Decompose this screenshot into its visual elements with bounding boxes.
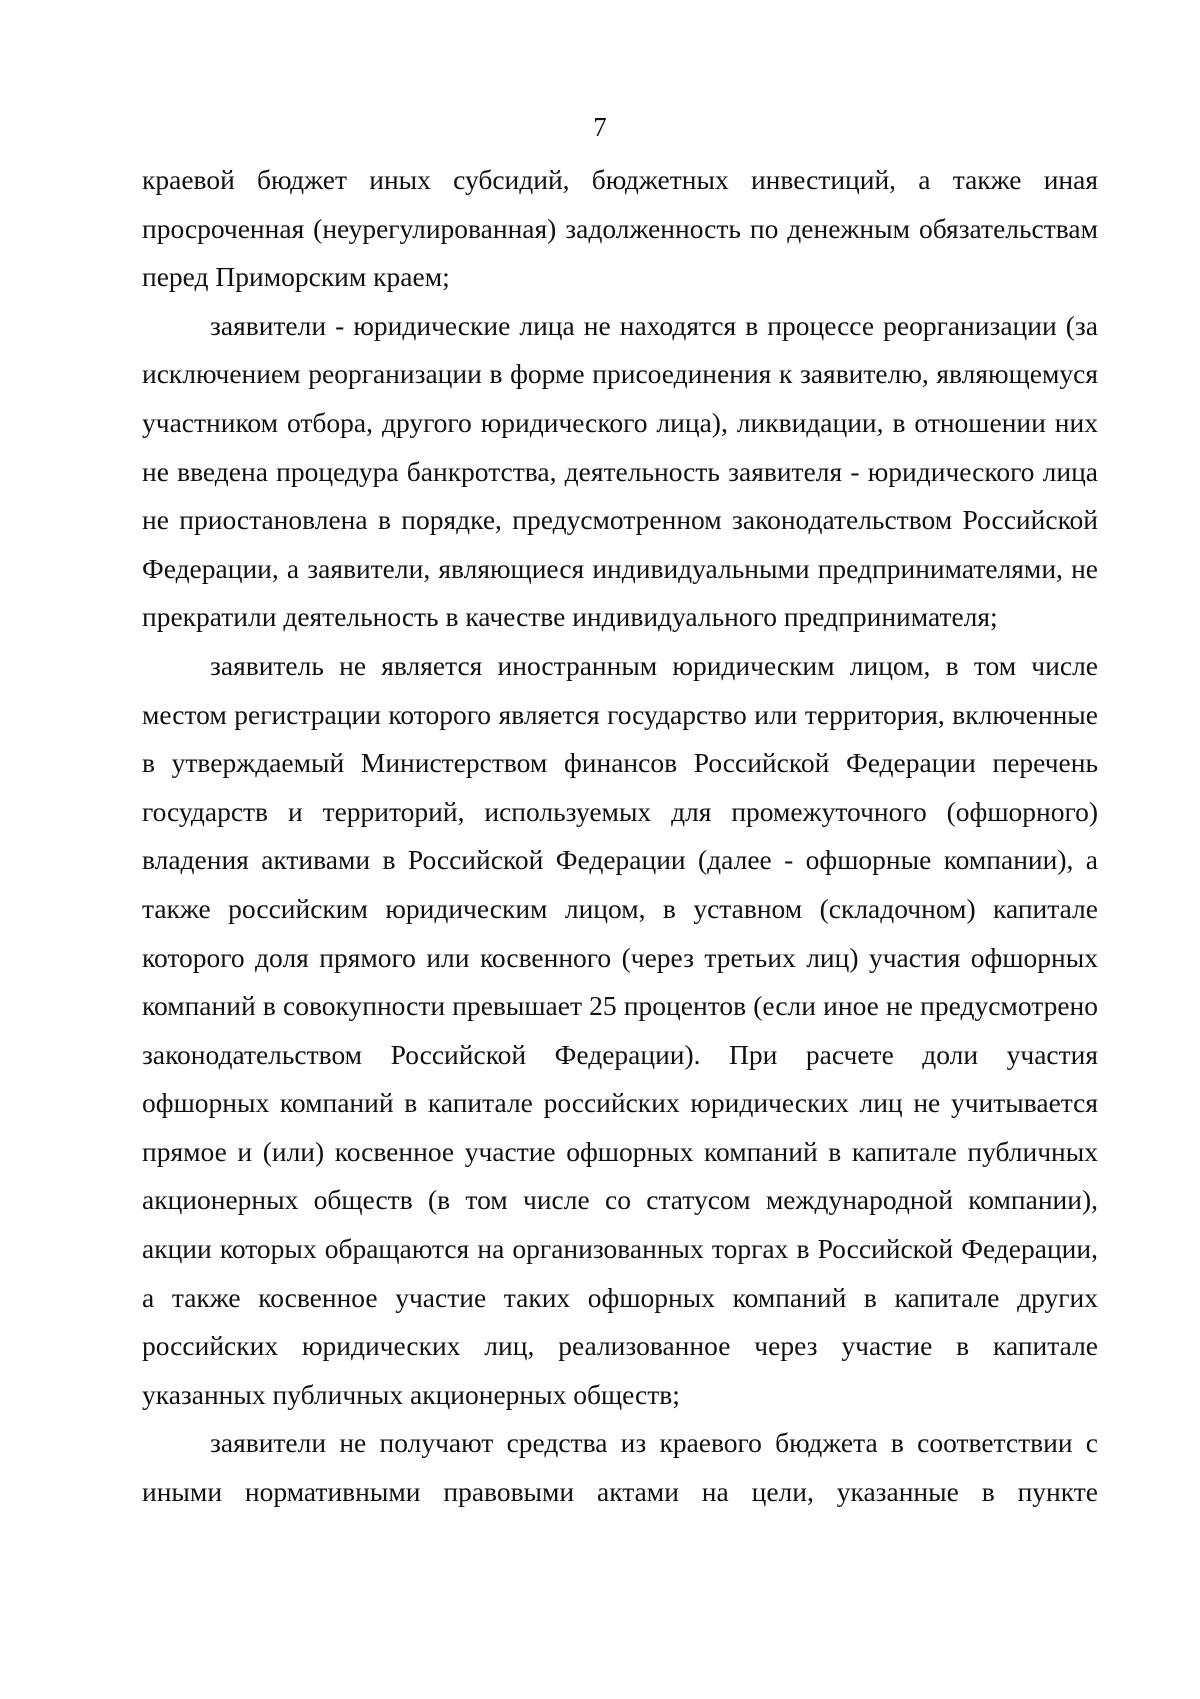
paragraph-debt-continuation: краевой бюджет иных субсидий, бюджетных инвестиций, а также иная просроченная (неурегулированная) задолженность по денежным обязательствам перед Приморским краем;	[142, 164, 1098, 293]
document-body	[142, 156, 1098, 1517]
page-number: 7	[593, 112, 607, 142]
paragraph-reorganization: заявители - юридические лица не находятся в процессе реорганизации (за исключением реорганизации в форме присоединения к заявителю, являющемуся участником отбора, другого юридического лица), ликвидации, в отношении них не введена процедура банкротства, деятельность заявителя - юридического лица не приостановлена в порядке, предусмотренном законодательством Российской Федерации, а заявители, являющиеся индивидуальными предпринимателями, не прекратили деятельность в качестве индивидуального предпринимателя;	[142, 309, 1098, 633]
paragraph-other-funds: заявители не получают средства из краевого бюджета в соответствии с иными нормативными правовыми актами на цели, указанные в пункте	[142, 1427, 1098, 1508]
paragraph-offshore: заявитель не является иностранным юридическим лицом, в том числе местом регистрации которого является государство или территория, включенные в утверждаемый Министерством финансов Российской Федерации перечень государств и территорий, используемых для промежуточного (офшорного) владения активами в Российской Федерации (далее - офшорные компании), а также российским юридическим лицом, в уставном (складочном) капитале которого доля прямого или косвенного (через третьих лиц) участия офшорных компаний в совокупности превышает 25 процентов (если иное не предусмотрено законодательством Российской Федерации). При расчете доли участия офшорных компаний в капитале российских юридических лиц не учитывается прямое и (или) косвенное участие офшорных компаний в капитале публичных акционерных обществ (в том числе со статусом международной компании), акции которых обращаются на организованных торгах в Российской Федерации, а также косвенное участие таких офшорных компаний в капитале других российских юридических лиц, реализованное через участие в капитале указанных публичных акционерных обществ;	[142, 649, 1098, 1410]
